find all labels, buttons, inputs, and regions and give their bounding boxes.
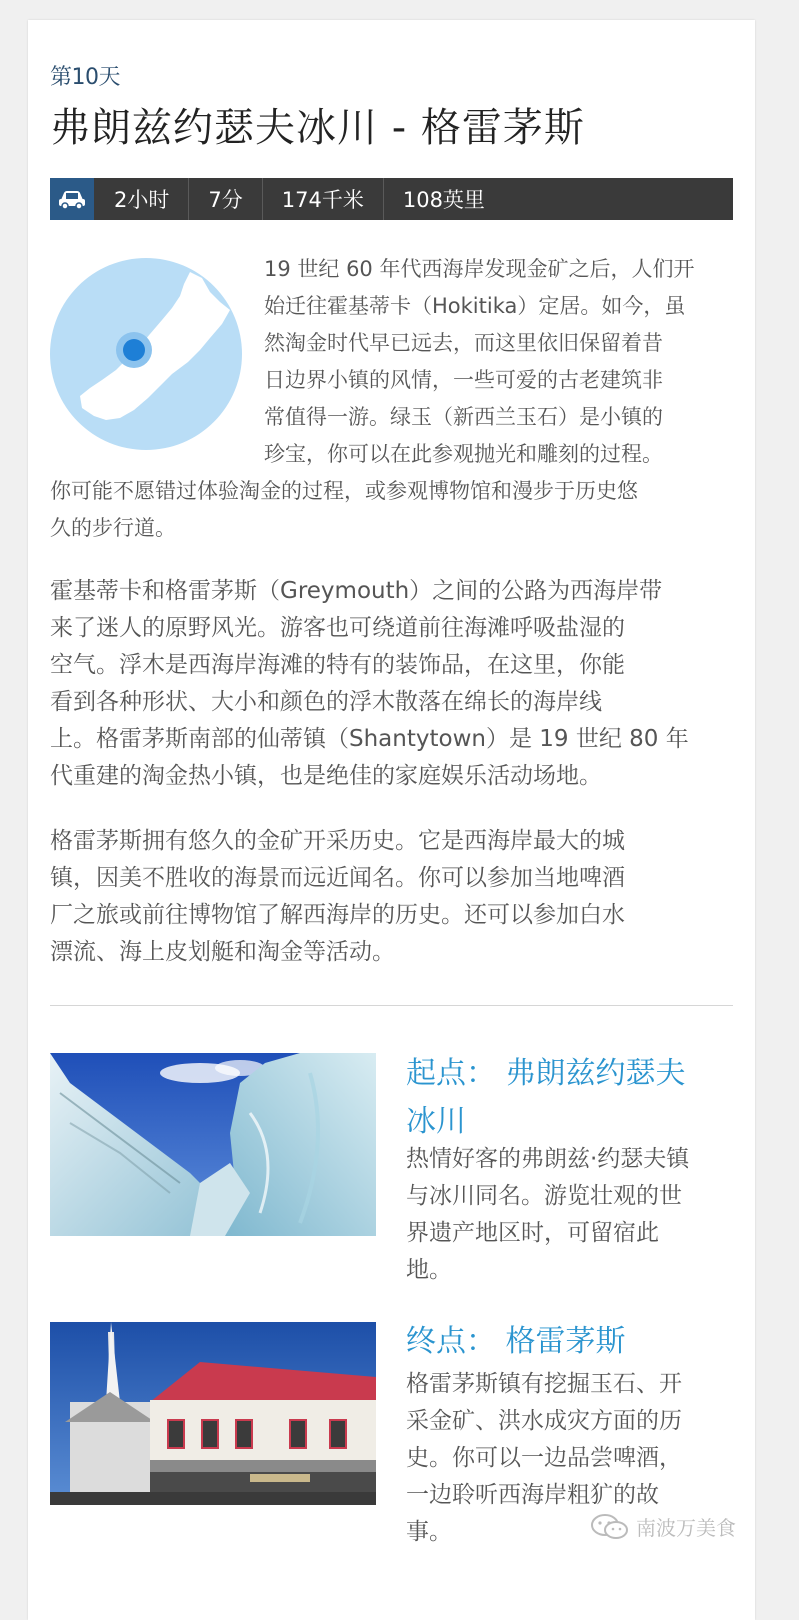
paragraph-line: 漂流、海上皮划艇和淘金等活动。 xyxy=(50,939,395,965)
stat-distance-miles: 108英里 xyxy=(402,188,485,212)
paragraph-line: 代重建的淘金热小镇，也是绝佳的家庭娱乐活动场地。 xyxy=(50,763,602,789)
paragraph-line: 来了迷人的原野风光。游客也可绕道前往海滩呼吸盐湿的 xyxy=(50,615,625,641)
intro-line: 珍宝，你可以在此参观抛光和雕刻的过程。 xyxy=(264,442,663,466)
start-desc-line: 与冰川同名。游览壮观的世 xyxy=(406,1183,682,1209)
intro-line: 始迁往霍基蒂卡（Hokitika）定居。如今，虽 xyxy=(264,294,686,318)
end-desc-line: 一边聆听西海岸粗犷的故 xyxy=(406,1482,659,1508)
stat-duration-hours: 2小时 xyxy=(94,178,189,220)
end-desc-line: 采金矿、洪水成灾方面的历 xyxy=(406,1408,682,1434)
paragraph-line: 厂之旅或前往博物馆了解西海岸的历史。还可以参加白水 xyxy=(50,902,625,928)
paragraph-line: 上。格雷茅斯南部的仙蒂镇（Shantytown）是 19 世纪 80 年 xyxy=(50,726,689,752)
stat-duration-minutes: 7分 xyxy=(189,178,262,220)
start-desc-line: 地。 xyxy=(406,1257,452,1283)
intro-line: 19 世纪 60 年代西海岸发现金矿之后，人们开 xyxy=(264,257,695,281)
page-title: 弗朗兹约瑟夫冰川 - 格雷茅斯 xyxy=(50,105,585,151)
car-icon xyxy=(50,178,94,220)
paragraph-line: 看到各种形状、大小和颜色的浮木散落在绵长的海岸线 xyxy=(50,689,602,715)
watermark xyxy=(590,1512,736,1541)
route-stats-bar xyxy=(50,178,733,220)
paragraph-greymouth xyxy=(50,823,625,971)
start-desc-line: 界遗产地区时，可留宿此 xyxy=(406,1220,659,1246)
location-map-icon xyxy=(50,258,242,450)
stat-distance-km: 174千米 xyxy=(263,178,384,220)
paragraph-line: 空气。浮木是西海岸海滩的特有的装饰品，在这里，你能 xyxy=(50,652,625,678)
glacier-photo xyxy=(50,1053,376,1236)
intro-line: 日边界小镇的风情，一些可爱的古老建筑非 xyxy=(264,368,663,392)
start-title-line: 冰川 xyxy=(406,1104,466,1139)
intro-line: 久的步行道。 xyxy=(50,516,176,540)
start-title-line: 起点： 弗朗兹约瑟夫 xyxy=(406,1056,686,1091)
end-desc-line: 事。 xyxy=(406,1519,452,1545)
day-label: 第10天 xyxy=(50,65,120,90)
end-desc-line: 史。你可以一边品尝啤酒， xyxy=(406,1445,682,1471)
town-photo xyxy=(50,1322,376,1505)
start-desc-line: 热情好客的弗朗兹·约瑟夫镇 xyxy=(406,1146,690,1172)
start-point-description xyxy=(406,1141,689,1289)
intro-line: 然淘金时代早已远去，而这里依旧保留着昔 xyxy=(264,331,663,355)
start-point-title xyxy=(406,1050,686,1146)
paragraph-line: 霍基蒂卡和格雷茅斯（Greymouth）之间的公路为西海岸带 xyxy=(50,578,663,604)
intro-paragraph-bottom xyxy=(50,473,638,547)
intro-paragraph-top xyxy=(264,251,694,473)
watermark-text: 南波万美食 xyxy=(636,1516,736,1540)
paragraph-line: 镇，因美不胜收的海景而远近闻名。你可以参加当地啤酒 xyxy=(50,865,625,891)
end-desc-line: 格雷茅斯镇有挖掘玉石、开 xyxy=(406,1371,682,1397)
section-divider xyxy=(50,1005,733,1006)
wechat-icon xyxy=(590,1513,630,1541)
intro-line: 你可能不愿错过体验淘金的过程，或参观博物馆和漫步于历史悠 xyxy=(50,479,638,503)
paragraph-line: 格雷茅斯拥有悠久的金矿开采历史。它是西海岸最大的城 xyxy=(50,828,625,854)
end-title-line: 终点： 格雷茅斯 xyxy=(406,1324,626,1359)
end-point-title xyxy=(406,1318,626,1366)
intro-line: 常值得一游。绿玉（新西兰玉石）是小镇的 xyxy=(264,405,663,429)
paragraph-road xyxy=(50,573,689,795)
